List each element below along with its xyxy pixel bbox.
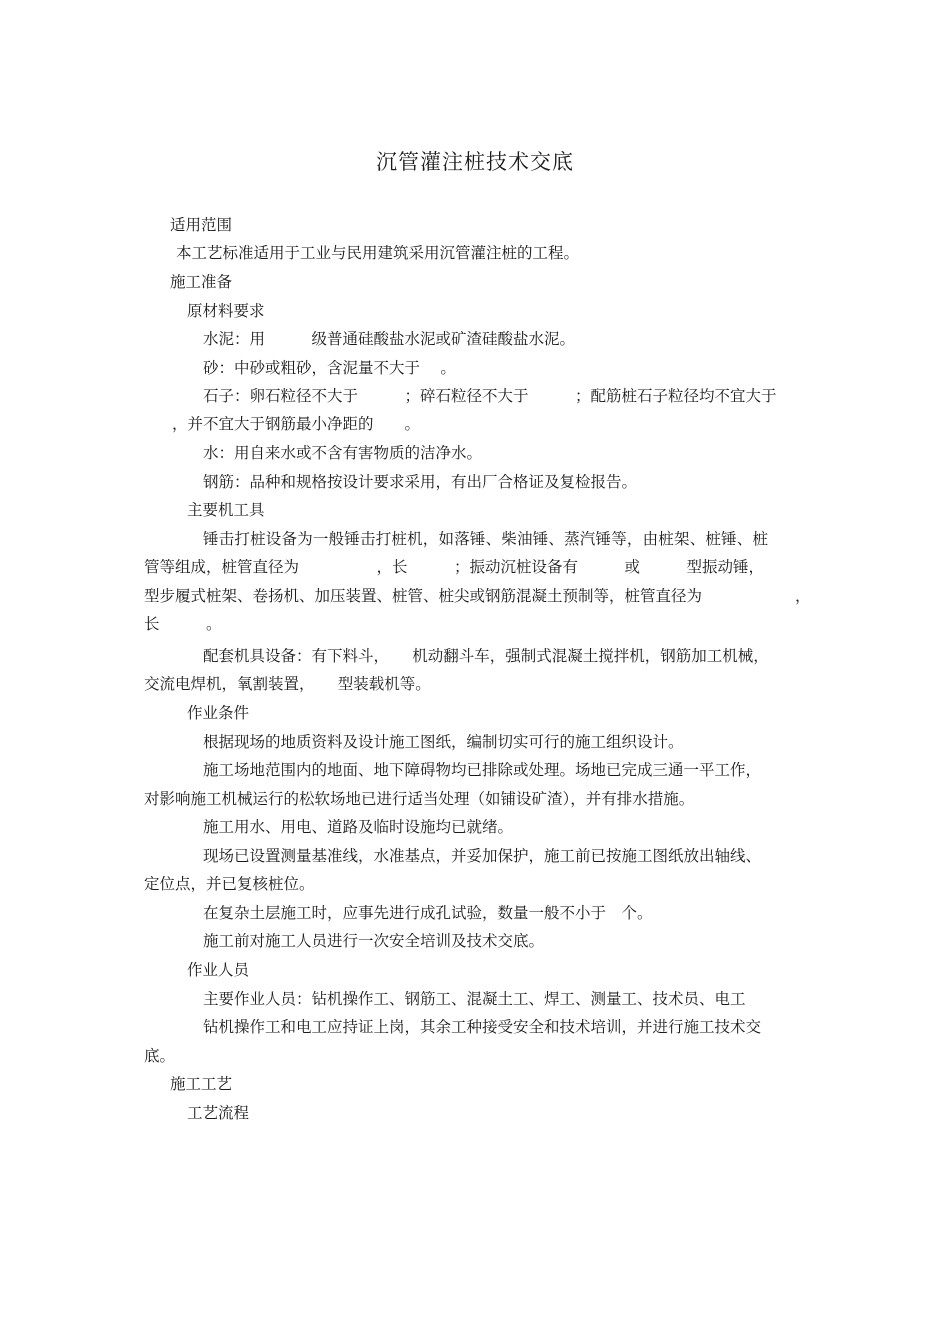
paragraph-line: 交流电焊机，氧割装置， 型装载机等。 [144, 675, 431, 693]
paragraph-line: 定位点，并已复核桩位。 [144, 875, 315, 893]
paragraph-line: 根据现场的地质资料及设计施工图纸，编制切实可行的施工组织设计。 [203, 733, 684, 751]
paragraph-line: 施工用水、用电、道路及临时设施均已就绪。 [203, 818, 514, 836]
paragraph-line: 底。 [144, 1047, 176, 1065]
subsection-heading-materials: 原材料要求 [187, 302, 265, 320]
paragraph-line: 管等组成，桩管直径为 ，长 ；振动沉桩设备有 或 型振动锤， [144, 558, 765, 576]
subsection-heading-tools: 主要机工具 [187, 501, 265, 519]
paragraph-line: 施工前对施工人员进行一次安全培训及技术交底。 [203, 932, 545, 950]
subsection-heading-flow: 工艺流程 [187, 1104, 250, 1122]
paragraph-line: 砂：中砂或粗砂，含泥量不大于 。 [203, 359, 456, 377]
section-heading-preparation: 施工准备 [170, 273, 233, 291]
paragraph-line: 型步履式桩架、卷扬机、加压装置、桩管、桩尖或钢筋混凝土预制等，桩管直径为 ， [144, 587, 811, 605]
paragraph-line: 主要作业人员：钻机操作工、钢筋工、混凝土工、焊工、测量工、技术员、电工 [203, 990, 746, 1008]
subsection-heading-personnel: 作业人员 [187, 961, 250, 979]
paragraph-line: 施工场地范围内的地面、地下障碍物均已排除或处理。场地已完成三通一平工作， [203, 761, 762, 779]
paragraph-line: 石子：卵石粒径不大于 ；碎石粒径不大于 ；配筋桩石子粒径均不宜大于 [203, 387, 777, 405]
paragraph-line: 钢筋：品种和规格按设计要求采用，有出厂合格证及复检报告。 [203, 473, 638, 491]
paragraph-line: 在复杂土层施工时，应事先进行成孔试验，数量一般不小于 个。 [203, 904, 653, 922]
subsection-heading-conditions: 作业条件 [187, 704, 250, 722]
paragraph-line: ，并不宜大于钢筋最小净距的 。 [172, 415, 421, 433]
paragraph-line: 配套机具设备：有下料斗， 机动翻斗车，强制式混凝土搅拌机，钢筋加工机械， [203, 647, 769, 665]
section-heading-scope: 适用范围 [170, 216, 233, 234]
paragraph-line: 水：用自来水或不含有害物质的洁净水。 [203, 444, 483, 462]
document-title: 沉管灌注桩技术交底 [376, 150, 574, 174]
paragraph-line: 锤击打桩设备为一般锤击打桩机，如落锤、柴油锤、蒸汽锤等，由桩架、桩锤、桩 [203, 530, 769, 548]
paragraph-line: 水泥：用 级普通硅酸盐水泥或矿渣硅酸盐水泥。 [203, 330, 576, 348]
paragraph-line: 长 。 [144, 615, 222, 633]
section-heading-process: 施工工艺 [170, 1075, 233, 1093]
paragraph-line: 现场已设置测量基准线，水准基点，并妥加保护，施工前已按施工图纸放出轴线、 [203, 847, 762, 865]
paragraph-line: 对影响施工机械运行的松软场地已进行适当处理（如铺设矿渣），并有排水措施。 [144, 790, 695, 808]
paragraph-line: 钻机操作工和电工应持证上岗，其余工种接受安全和技术培训，并进行施工技术交 [203, 1018, 762, 1036]
paragraph-line: 本工艺标准适用于工业与民用建筑采用沉管灌注桩的工程。 [176, 244, 580, 262]
